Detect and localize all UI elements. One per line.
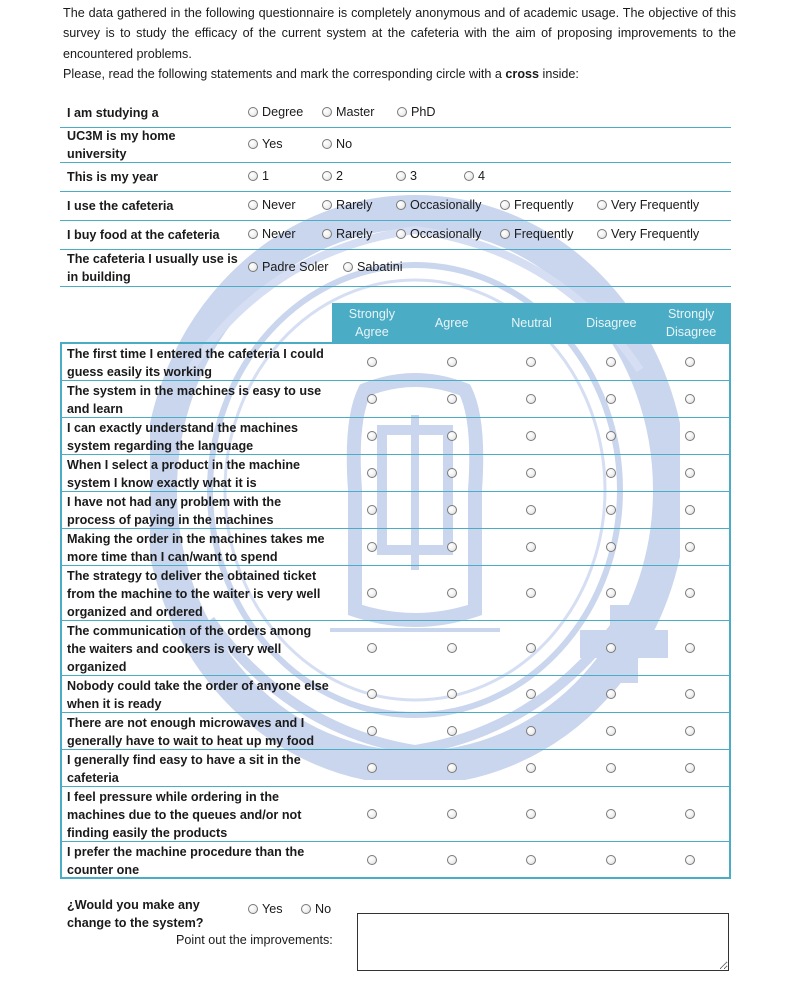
rating-radio-strongly-disagree[interactable] bbox=[685, 689, 695, 699]
radio-button[interactable] bbox=[397, 107, 407, 117]
statement-row bbox=[62, 344, 729, 381]
rating-radio-agree[interactable] bbox=[447, 588, 457, 598]
statement-text: The communication of the orders among the waiters and cookers is very well organized bbox=[67, 624, 312, 674]
improvements-label: Point out the improvements: bbox=[176, 933, 333, 947]
option-never[interactable] bbox=[248, 197, 296, 213]
statement-row bbox=[62, 676, 729, 713]
demographic-label: I am studying a bbox=[67, 106, 159, 120]
option-label: Degree bbox=[262, 105, 304, 119]
rating-radio-strongly-disagree[interactable] bbox=[685, 726, 695, 736]
statement-text: Nobody could take the order of anyone else when it is ready bbox=[67, 679, 329, 711]
option-frequently[interactable] bbox=[500, 226, 574, 242]
rating-radio-strongly-agree[interactable] bbox=[367, 505, 377, 515]
rating-radio-neutral[interactable] bbox=[526, 809, 536, 819]
rating-radio-neutral[interactable] bbox=[526, 357, 536, 367]
option-degree[interactable] bbox=[248, 104, 303, 120]
radio-button[interactable] bbox=[500, 200, 510, 210]
statement-row bbox=[62, 787, 729, 842]
rating-radio-agree[interactable] bbox=[447, 468, 457, 478]
option-label: 4 bbox=[478, 169, 486, 183]
option-label: Frequently bbox=[514, 198, 574, 212]
intro-instruction bbox=[63, 64, 736, 84]
statement-text: The first time I entered the cafeteria I could guess easily its working bbox=[67, 347, 324, 379]
radio-button[interactable] bbox=[322, 107, 332, 117]
radio-button[interactable] bbox=[322, 171, 332, 181]
rating-radio-strongly-agree[interactable] bbox=[367, 855, 377, 865]
scale-header-strongly-agree: Strongly Agree bbox=[348, 306, 395, 339]
statement-row bbox=[62, 529, 729, 566]
improvements-textarea[interactable] bbox=[357, 913, 729, 971]
rating-radio-strongly-agree[interactable] bbox=[367, 643, 377, 653]
option-very-frequently[interactable] bbox=[597, 226, 699, 242]
rating-radio-agree[interactable] bbox=[447, 394, 457, 404]
rating-radio-neutral[interactable] bbox=[526, 468, 536, 478]
rating-radio-agree[interactable] bbox=[447, 542, 457, 552]
radio-button[interactable] bbox=[464, 171, 474, 181]
instruction-bold: cross bbox=[505, 67, 540, 82]
rating-radio-strongly-disagree[interactable] bbox=[685, 468, 695, 478]
rating-radio-strongly-agree[interactable] bbox=[367, 689, 377, 699]
demographic-label: I use the cafeteria bbox=[67, 199, 174, 213]
option-label: Padre Soler bbox=[262, 260, 329, 274]
option-label: PhD bbox=[411, 105, 436, 119]
rating-radio-strongly-disagree[interactable] bbox=[685, 431, 695, 441]
radio-button[interactable] bbox=[301, 904, 311, 914]
statement-row bbox=[62, 842, 729, 879]
option-label: Yes bbox=[262, 902, 283, 916]
rating-radio-strongly-disagree[interactable] bbox=[685, 763, 695, 773]
rating-radio-disagree[interactable] bbox=[606, 505, 616, 515]
rating-radio-strongly-agree[interactable] bbox=[367, 431, 377, 441]
rating-radio-neutral[interactable] bbox=[526, 431, 536, 441]
rating-radio-strongly-agree[interactable] bbox=[367, 809, 377, 819]
option-label: Never bbox=[262, 227, 296, 241]
option-very-frequently[interactable] bbox=[597, 197, 699, 213]
statement-row bbox=[62, 455, 729, 492]
statement-row bbox=[62, 750, 729, 787]
rating-radio-neutral[interactable] bbox=[526, 643, 536, 653]
statement-row bbox=[62, 566, 729, 621]
option-label: Sabatini bbox=[357, 260, 403, 274]
statements-body bbox=[60, 342, 731, 879]
intro-paragraph: The data gathered in the following questionnaire is completely anonymous and of academic usage. The objective of this survey is to study the efficacy of the current system at the cafeteria with the aim of proposing improvements to the encountered problems. bbox=[63, 6, 736, 61]
radio-button[interactable] bbox=[396, 171, 406, 181]
rating-radio-disagree[interactable] bbox=[606, 689, 616, 699]
radio-button[interactable] bbox=[322, 139, 332, 149]
intro-text bbox=[63, 3, 736, 85]
option-occasionally[interactable] bbox=[396, 226, 481, 242]
option-label: Rarely bbox=[336, 198, 373, 212]
rating-radio-strongly-agree[interactable] bbox=[367, 763, 377, 773]
instruction-suffix: inside: bbox=[539, 67, 579, 82]
rating-radio-strongly-disagree[interactable] bbox=[685, 855, 695, 865]
change-question: ¿Would you make any change to the system? bbox=[67, 898, 204, 930]
demographic-row-home-university bbox=[60, 127, 731, 163]
statement-row bbox=[62, 492, 729, 529]
rating-radio-agree[interactable] bbox=[447, 763, 457, 773]
scale-header-agree: Agree bbox=[434, 315, 469, 330]
radio-button[interactable] bbox=[248, 139, 258, 149]
option-year-4[interactable] bbox=[464, 168, 485, 184]
demographic-label: I buy food at the cafeteria bbox=[67, 228, 220, 242]
option-yes[interactable] bbox=[248, 136, 283, 152]
statement-text: When I select a product in the machine system I know exactly what it is bbox=[67, 458, 301, 490]
scale-header-disagree: Disagree bbox=[586, 315, 637, 330]
radio-button[interactable] bbox=[248, 904, 258, 914]
statement-text: There are not enough microwaves and I generally have to wait to heat up my food bbox=[67, 716, 315, 748]
rating-radio-strongly-disagree[interactable] bbox=[685, 588, 695, 598]
statement-text: I prefer the machine procedure than the counter one bbox=[67, 845, 305, 877]
radio-button[interactable] bbox=[597, 200, 607, 210]
rating-radio-neutral[interactable] bbox=[526, 505, 536, 515]
rating-radio-strongly-disagree[interactable] bbox=[685, 809, 695, 819]
option-year-3[interactable] bbox=[396, 168, 417, 184]
rating-radio-agree[interactable] bbox=[447, 505, 457, 515]
statement-row bbox=[62, 621, 729, 676]
option-padre-soler[interactable] bbox=[248, 259, 329, 275]
rating-radio-agree[interactable] bbox=[447, 689, 457, 699]
radio-button[interactable] bbox=[500, 229, 510, 239]
option-label: 1 bbox=[262, 169, 270, 183]
radio-button[interactable] bbox=[343, 262, 353, 272]
statement-row bbox=[62, 713, 729, 750]
option-label: Very Frequently bbox=[611, 227, 700, 241]
rating-radio-disagree[interactable] bbox=[606, 357, 616, 367]
change-option-no[interactable] bbox=[301, 901, 331, 917]
rating-radio-strongly-disagree[interactable] bbox=[685, 542, 695, 552]
option-label: 2 bbox=[336, 169, 344, 183]
statement-text: I have not had any problem with the process of paying in the machines bbox=[67, 495, 282, 527]
option-frequently[interactable] bbox=[500, 197, 574, 213]
rating-radio-neutral[interactable] bbox=[526, 855, 536, 865]
option-rarely[interactable] bbox=[322, 226, 372, 242]
rating-radio-agree[interactable] bbox=[447, 357, 457, 367]
rating-radio-strongly-disagree[interactable] bbox=[685, 643, 695, 653]
rating-radio-strongly-disagree[interactable] bbox=[685, 505, 695, 515]
demographic-row-buy-food bbox=[60, 220, 731, 250]
rating-radio-strongly-agree[interactable] bbox=[367, 726, 377, 736]
radio-button[interactable] bbox=[322, 200, 332, 210]
rating-radio-disagree[interactable] bbox=[606, 809, 616, 819]
rating-radio-strongly-disagree[interactable] bbox=[685, 394, 695, 404]
rating-radio-strongly-agree[interactable] bbox=[367, 542, 377, 552]
radio-button[interactable] bbox=[248, 107, 258, 117]
radio-button[interactable] bbox=[248, 200, 258, 210]
demographic-row-building bbox=[60, 249, 731, 287]
radio-button[interactable] bbox=[396, 200, 406, 210]
option-master[interactable] bbox=[322, 104, 375, 120]
rating-radio-disagree[interactable] bbox=[606, 855, 616, 865]
option-label: No bbox=[315, 902, 332, 916]
option-label: 3 bbox=[410, 169, 418, 183]
rating-radio-strongly-agree[interactable] bbox=[367, 357, 377, 367]
change-option-yes[interactable] bbox=[248, 901, 283, 917]
option-label: Occasionally bbox=[410, 227, 482, 241]
option-label: Never bbox=[262, 198, 296, 212]
rating-radio-neutral[interactable] bbox=[526, 588, 536, 598]
rating-radio-disagree[interactable] bbox=[606, 468, 616, 478]
option-occasionally[interactable] bbox=[396, 197, 481, 213]
scale-header-strongly-disagree: Strongly Disagree bbox=[665, 306, 717, 339]
demographic-row-use-cafeteria bbox=[60, 191, 731, 221]
instruction-prefix: Please, read the following statements and mark the corresponding circle with a bbox=[63, 67, 506, 82]
radio-button[interactable] bbox=[248, 229, 258, 239]
option-phd[interactable] bbox=[397, 104, 436, 120]
statement-text: Making the order in the machines takes me more time than I can/want to spend bbox=[67, 532, 325, 564]
statement-text: I feel pressure while ordering in the machines due to the queues and/or not finding easily the products bbox=[67, 790, 302, 840]
statement-row bbox=[62, 381, 729, 418]
option-label: Occasionally bbox=[410, 198, 482, 212]
rating-radio-agree[interactable] bbox=[447, 726, 457, 736]
rating-radio-neutral[interactable] bbox=[526, 763, 536, 773]
demographic-label: This is my year bbox=[67, 170, 159, 184]
option-year-1[interactable] bbox=[248, 168, 269, 184]
radio-button[interactable] bbox=[597, 229, 607, 239]
rating-radio-disagree[interactable] bbox=[606, 643, 616, 653]
option-rarely[interactable] bbox=[322, 197, 372, 213]
rating-radio-disagree[interactable] bbox=[606, 763, 616, 773]
option-year-2[interactable] bbox=[322, 168, 343, 184]
rating-radio-disagree[interactable] bbox=[606, 726, 616, 736]
statement-text: I generally find easy to have a sit in the cafeteria bbox=[67, 753, 301, 785]
option-label: Frequently bbox=[514, 227, 574, 241]
option-never[interactable] bbox=[248, 226, 296, 242]
rating-radio-disagree[interactable] bbox=[606, 394, 616, 404]
rating-radio-disagree[interactable] bbox=[606, 431, 616, 441]
option-sabatini[interactable] bbox=[343, 259, 403, 275]
rating-radio-strongly-disagree[interactable] bbox=[685, 357, 695, 367]
demographic-label: The cafeteria I usually use is in building bbox=[67, 252, 238, 284]
statement-text: I can exactly understand the machines system regarding the language bbox=[67, 421, 298, 453]
scale-header-neutral: Neutral bbox=[511, 315, 552, 330]
option-label: Master bbox=[336, 105, 375, 119]
rating-radio-neutral[interactable] bbox=[526, 726, 536, 736]
rating-radio-neutral[interactable] bbox=[526, 689, 536, 699]
statement-text: The system in the machines is easy to use and learn bbox=[67, 384, 322, 416]
rating-radio-agree[interactable] bbox=[447, 855, 457, 865]
scale-header bbox=[332, 303, 731, 342]
option-label: No bbox=[336, 137, 353, 151]
option-label: Very Frequently bbox=[611, 198, 700, 212]
option-label: Yes bbox=[262, 137, 283, 151]
demographic-label: UC3M is my home university bbox=[67, 129, 176, 161]
rating-radio-neutral[interactable] bbox=[526, 394, 536, 404]
rating-radio-disagree[interactable] bbox=[606, 588, 616, 598]
radio-button[interactable] bbox=[248, 171, 258, 181]
radio-button[interactable] bbox=[396, 229, 406, 239]
radio-button[interactable] bbox=[322, 229, 332, 239]
rating-radio-agree[interactable] bbox=[447, 809, 457, 819]
statement-row bbox=[62, 418, 729, 455]
option-label: Rarely bbox=[336, 227, 373, 241]
rating-radio-disagree[interactable] bbox=[606, 542, 616, 552]
option-no[interactable] bbox=[322, 136, 352, 152]
demographic-row-year bbox=[60, 162, 731, 192]
demographic-row-study bbox=[60, 98, 731, 128]
rating-radio-agree[interactable] bbox=[447, 643, 457, 653]
rating-radio-strongly-agree[interactable] bbox=[367, 468, 377, 478]
radio-button[interactable] bbox=[248, 262, 258, 272]
rating-radio-agree[interactable] bbox=[447, 431, 457, 441]
statement-text: The strategy to deliver the obtained ticket from the machine to the waiter is very well organized and ordered bbox=[67, 569, 321, 619]
rating-radio-strongly-agree[interactable] bbox=[367, 588, 377, 598]
rating-radio-neutral[interactable] bbox=[526, 542, 536, 552]
rating-radio-strongly-agree[interactable] bbox=[367, 394, 377, 404]
